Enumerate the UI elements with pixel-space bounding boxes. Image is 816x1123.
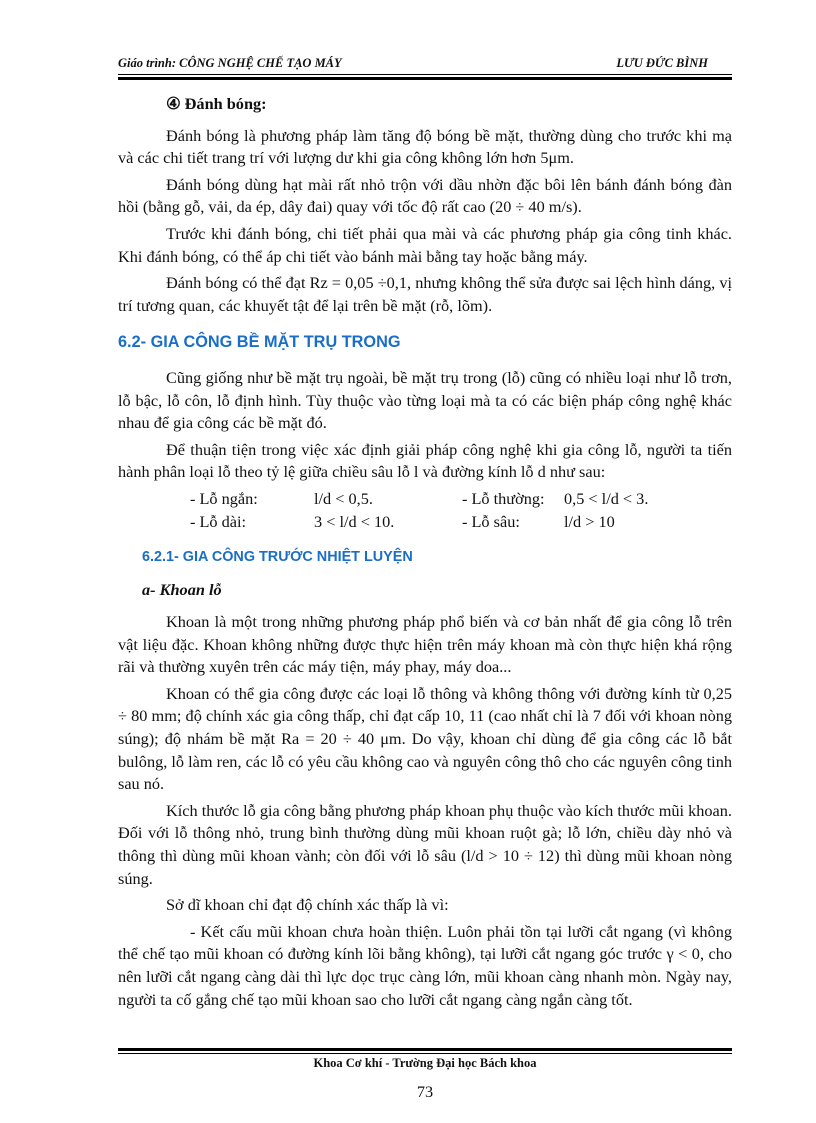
class-name: - Lỗ sâu: — [462, 511, 520, 531]
paragraph: Khoan là một trong những phương pháp phổ biến và cơ bản nhất để gia công lỗ trên vật liệu đặc. Khoan không những được thực hiện trên máy khoan mà còn thực hiện khá rộng rãi và thường xuyên trên các máy tiện, máy phay, máy doa... — [118, 612, 732, 677]
body-text — [118, 88, 732, 1015]
class-value: 3 < l/d < 10. — [314, 511, 395, 531]
paragraph: Cũng giống như bề mặt trụ ngoài, bề mặt trụ trong (lỗ) cũng có nhiều loại như lỗ trơn, lỗ bậc, lỗ côn, lỗ định hình. Tùy thuộc vào từng loại mà ta có các biện pháp công nghệ khác nhau để gia công các bề mặt đó. — [118, 367, 732, 433]
class-value: 0,5 < l/d < 3. — [564, 488, 649, 508]
header-author: LƯU ĐỨC BÌNH — [616, 56, 708, 70]
subsection-heading-drilling: a- Khoan lỗ — [142, 579, 222, 599]
subsection-heading-polishing: ④ Đánh bóng: — [166, 94, 267, 113]
paragraph: Kích thước lỗ gia công bằng phương pháp khoan phụ thuộc vào kích thước mũi khoan. Đối với lỗ thông nhỏ, trung bình thường dùng mũi khoan ruột gà; lỗ lớn, chiều dày nhỏ và thông thì dùng mũi khoan vành; còn đối với lỗ sâu (l/d > 10 ÷ 12) thì dùng mũi khoan nòng súng. — [118, 800, 732, 888]
class-name: - Lỗ ngắn: — [190, 488, 258, 508]
header-rule-thin — [118, 74, 732, 75]
classification-row — [118, 488, 732, 511]
header-book-title: CÔNG NGHỆ CHẾ TẠO MÁY — [179, 56, 342, 70]
page-header — [118, 52, 732, 74]
header-rule-thick — [118, 77, 732, 80]
paragraph: Sở dĩ khoan chỉ đạt độ chính xác thấp là vì: — [166, 895, 449, 915]
footer-rule-thin — [118, 1053, 732, 1054]
class-value: l/d < 0,5. — [314, 488, 373, 508]
classification-row — [118, 511, 732, 534]
paragraph: - Kết cấu mũi khoan chưa hoàn thiện. Luôn phải tồn tại lưỡi cắt ngang (vì không thể chế tạo mũi khoan có đường kính lõi bằng không), tại lưỡi cắt ngang góc trước γ < 0, cho nên lưỡi cắt ngang càng dài thì lực dọc trục càng lớn, mũi khoan càng nhanh mòn. Ngày nay, người ta cố gắng chế tạo mũi khoan sao cho lưỡi cắt ngang càng ngắn càng tốt. — [118, 921, 732, 1009]
paragraph: Đánh bóng có thể đạt Rz = 0,05 ÷0,1, nhưng không thể sửa được sai lệch hình dáng, vị trí tương quan, các khuyết tật để lại trên bề mặt (rỗ, lõm). — [118, 273, 732, 315]
class-name: - Lỗ thường: — [462, 488, 545, 508]
page-number: 73 — [416, 1082, 434, 1101]
paragraph: Đánh bóng dùng hạt mài rất nhỏ trộn với dầu nhờn đặc bôi lên bánh đánh bóng đàn hồi (bằng gỗ, vải, da ép, dây đai) quay với tốc độ rất cao (20 ÷ 40 m/s). — [118, 174, 732, 217]
header-title — [118, 56, 342, 71]
footer-rule-thick — [118, 1048, 732, 1051]
section-heading-6-2-1: 6.2.1- GIA CÔNG TRƯỚC NHIỆT LUYỆN — [142, 548, 413, 565]
paragraph: Khoan có thể gia công được các loại lỗ thông và không thông với đường kính từ 0,25 ÷ 80 mm; độ chính xác gia công thấp, chỉ đạt cấp 10, 11 (cao nhất chỉ là 7 đối với khoan nòng súng); độ nhám bề mặt Ra = 20 ÷ 40 μm. Do vậy, khoan chỉ dùng để gia công các lỗ bắt bulông, lỗ làm ren, các lỗ có yêu cầu không cao và nguyên công thô cho các nguyên công tinh sau nó. — [118, 683, 732, 794]
footer-text: Khoa Cơ khí - Trường Đại học Bách khoa — [313, 1056, 537, 1070]
paragraph: Để thuận tiện trong việc xác định giải pháp công nghệ khi gia công lỗ, người ta tiến hành phân loại lỗ theo tỷ lệ giữa chiều sâu lỗ l và đường kính lỗ d như sau: — [118, 439, 732, 482]
paragraph: Trước khi đánh bóng, chi tiết phải qua mài và các phương pháp gia công tinh khác. Khi đánh bóng, có thể áp chi tiết vào bánh mài bằng tay hoặc bằng máy. — [118, 223, 732, 266]
section-heading-6-2: 6.2- GIA CÔNG BỀ MẶT TRỤ TRONG — [118, 333, 401, 352]
class-name: - Lỗ dài: — [190, 511, 247, 531]
class-value: l/d > 10 — [564, 511, 615, 531]
paragraph: Đánh bóng là phương pháp làm tăng độ bóng bề mặt, thường dùng cho trước khi mạ và các chi tiết trang trí với lượng dư khi gia công không lớn hơn 5μm. — [118, 125, 732, 168]
header-label: Giáo trình: — [118, 56, 177, 70]
